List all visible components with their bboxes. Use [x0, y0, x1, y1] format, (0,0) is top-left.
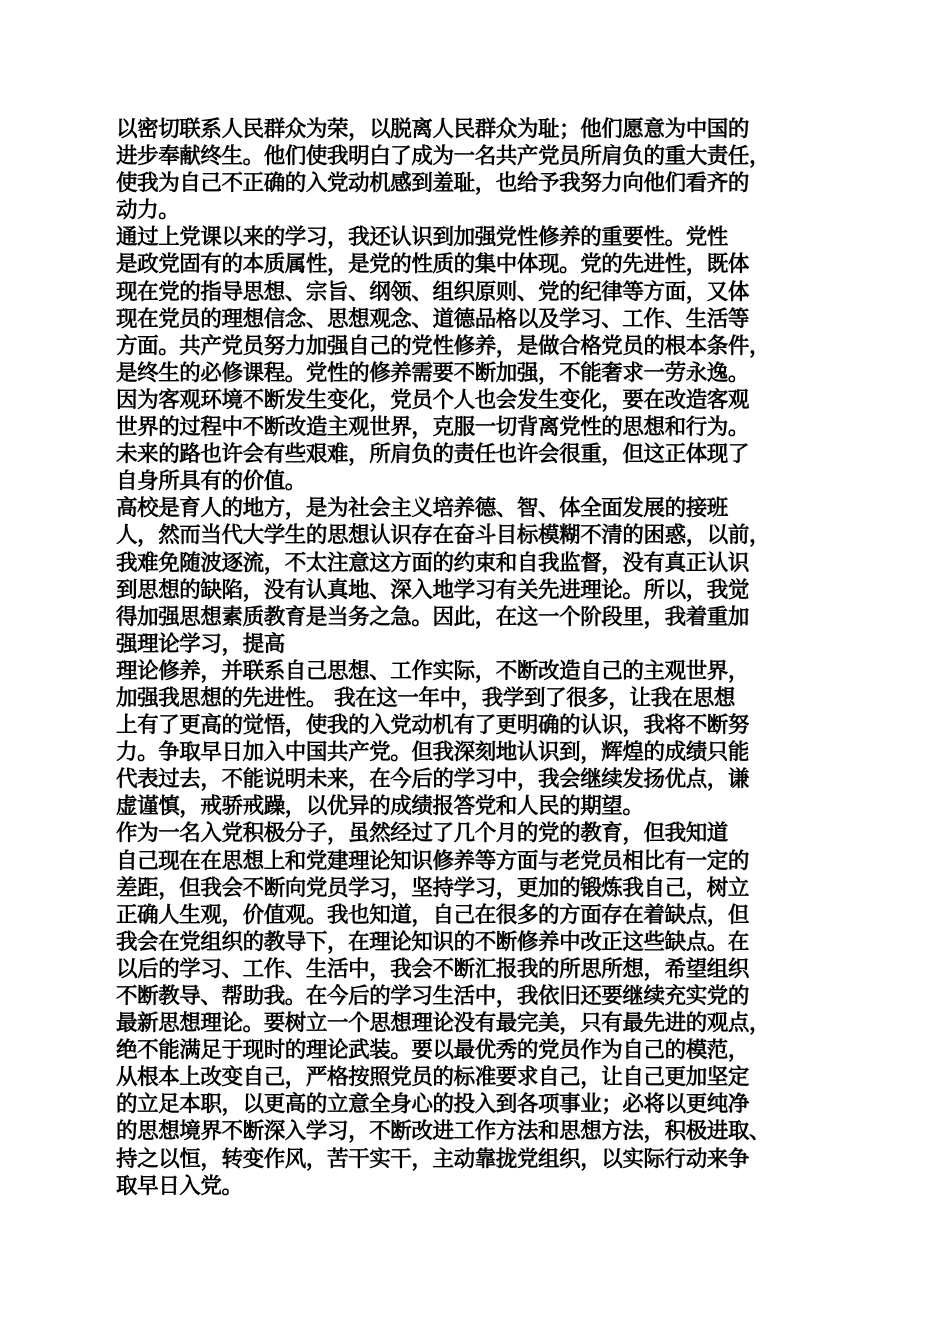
text-line: 方面。共产党员努力加强自己的党性修养，是做合格党员的根本条件， — [116, 333, 771, 359]
text-line: 自己现在在思想上和党建理论知识修养等方面与老党员相比有一定的 — [116, 848, 750, 874]
document-body — [116, 116, 844, 1200]
text-line: 持之以恒，转变作风，苦干实干，主动靠拢党组织，以实际行动来争 — [116, 1146, 750, 1172]
text-line: 的立足本职，以更高的立意全身心的投入到各项事业；必将以更纯净 — [116, 1092, 750, 1118]
text-line: 力。争取早日加入中国共产党。但我深刻地认识到，辉煌的成绩只能 — [116, 740, 750, 766]
text-line: 进步奉献终生。他们使我明白了成为一名共产党员所肩负的重大责任， — [116, 144, 771, 170]
text-line: 从根本上改变自己，严格按照党员的标准要求自己，让自己更加坚定 — [116, 1065, 750, 1091]
text-line: 动力。 — [116, 198, 180, 224]
text-line: 取早日入党。 — [116, 1173, 243, 1199]
text-line: 的思想境界不断深入学习，不断改进工作方法和思想方法，积极进取、 — [116, 1119, 771, 1145]
text-line: 最新思想理论。要树立一个思想理论没有最完美，只有最先进的观点， — [116, 1011, 771, 1037]
text-line: 强理论学习，提高 — [116, 631, 285, 657]
text-line: 人，然而当代大学生的思想认识存在奋斗目标模糊不清的困惑，以前， — [116, 523, 771, 549]
text-line: 是政党固有的本质属性，是党的性质的集中体现。党的先进性，既体 — [116, 252, 750, 278]
text-line: 得加强思想素质教育是当务之急。因此，在这一个阶段里，我着重加 — [116, 604, 750, 630]
text-line: 绝不能满足于现时的理论武装。要以最优秀的党员作为自己的模范， — [116, 1038, 750, 1064]
text-line: 理论修养，并联系自己思想、工作实际，不断改造自己的主观世界， — [116, 658, 750, 684]
text-line: 自身所具有的价值。 — [116, 469, 306, 495]
text-line: 差距，但我会不断向党员学习，坚持学习，更加的锻炼我自己，树立 — [116, 875, 750, 901]
text-line: 以后的学习、工作、生活中，我会不断汇报我的所思所想，希望组织 — [116, 956, 750, 982]
text-line: 正确人生观，价值观。我也知道，自己在很多的方面存在着缺点，但 — [116, 902, 750, 928]
text-line: 现在党员的理想信念、思想观念、道德品格以及学习、工作、生活等 — [116, 306, 750, 332]
text-line: 未来的路也许会有些艰难，所肩负的责任也许会很重，但这正体现了 — [116, 442, 750, 468]
text-line: 以密切联系人民群众为荣，以脱离人民群众为耻；他们愿意为中国的 — [116, 117, 750, 142]
text-line: 通过上党课以来的学习，我还认识到加强党性修养的重要性。党性 — [116, 225, 728, 251]
text-line: 使我为自己不正确的入党动机感到羞耻，也给予我努力向他们看齐的 — [116, 171, 750, 197]
text-line: 高校是育人的地方，是为社会主义培养德、智、体全面发展的接班 — [116, 496, 728, 522]
text-line: 因为客观环境不断发生变化，党员个人也会发生变化，要在改造客观 — [116, 387, 750, 413]
text-line: 加强我思想的先进性。 我在这一年中，我学到了很多，让我在思想 — [116, 685, 735, 711]
text-line: 到思想的缺陷，没有认真地、深入地学习有关先进理论。所以，我觉 — [116, 577, 750, 603]
text-line: 我难免随波逐流，不太注意这方面的约束和自我监督，没有真正认识 — [116, 550, 750, 576]
text-line: 作为一名入党积极分子，虽然经过了几个月的党的教育，但我知道 — [116, 821, 728, 847]
text-line: 我会在党组织的教导下，在理论知识的不断修养中改正这些缺点。在 — [116, 929, 750, 955]
text-line: 虚谨慎，戒骄戒躁，以优异的成绩报答党和人民的期望。 — [116, 794, 644, 820]
text-line: 现在党的指导思想、宗旨、纲领、组织原则、党的纪律等方面，又体 — [116, 279, 750, 305]
text-line: 上有了更高的觉悟，使我的入党动机有了更明确的认识，我将不断努 — [116, 713, 750, 739]
text-line: 不断教导、帮助我。在今后的学习生活中，我依旧还要继续充实党的 — [116, 984, 750, 1009]
text-line: 代表过去，不能说明未来，在今后的学习中，我会继续发扬优点，谦 — [116, 767, 750, 793]
text-line: 是终生的必修课程。党性的修养需要不断加强，不能奢求一劳永逸。 — [116, 360, 750, 386]
text-line: 世界的过程中不断改造主观世界，克服一切背离党性的思想和行为。 — [116, 415, 750, 441]
